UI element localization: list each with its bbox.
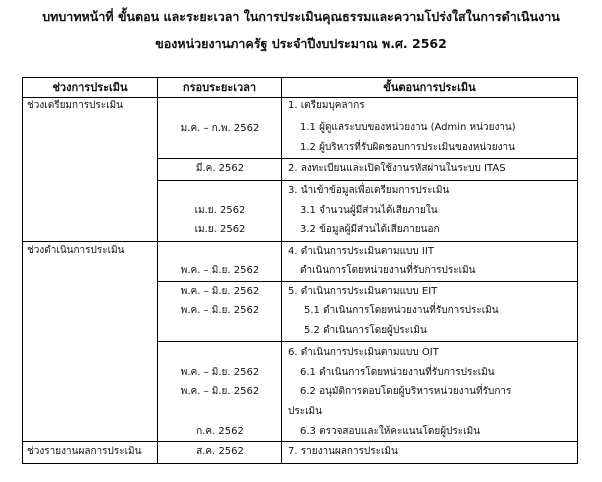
timeframe-cell: เม.ย. 2562 xyxy=(194,224,246,235)
step-1-2: 1.2 ผู้บริหารที่รับผิดชอบการประเมินของหน่วยงาน xyxy=(300,142,515,153)
step-2: 2. ลงทะเบียนและเปิดใช้งานรหัสผ่านในระบบ ITAS xyxy=(288,163,506,174)
table-border-top xyxy=(22,77,578,78)
header-timeframe: กรอบระยะเวลา xyxy=(182,81,257,94)
step-3-1: 3.1 จำนวนผู้มีส่วนได้เสียภายใน xyxy=(300,205,438,216)
row-divider xyxy=(157,281,578,282)
table-border-right xyxy=(577,77,578,464)
document-title-line2: ของหน่วยงานภาครัฐ ประจำปีงบประมาณ พ.ศ. 2562 xyxy=(155,36,447,51)
timeframe-cell: พ.ค. – มิ.ย. 2562 xyxy=(180,367,260,378)
timeframe-cell: ก.ค. 2562 xyxy=(196,426,244,437)
phase-preparation: ช่วงเตรียมการประเมิน xyxy=(27,100,123,111)
document-title-line1: บทบาทหน้าที่ ขั้นตอน และระยะเวลา ในการประเมินคุณธรรมและความโปร่งใสในการดำเนินงาน xyxy=(42,9,560,24)
row-divider xyxy=(157,180,578,181)
step-5-2: 5.2 ดำเนินการโดยผู้ประเมิน xyxy=(304,325,427,336)
step-6: 6. ดำเนินการประเมินตามแบบ OIT xyxy=(288,347,439,358)
table-border-left xyxy=(22,77,23,464)
timeframe-cell: พ.ค. – มิ.ย. 2562 xyxy=(180,286,260,297)
timeframe-cell: เม.ย. 2562 xyxy=(194,205,246,216)
step-4-1: ดำเนินการโดยหน่วยงานที่รับการประเมิน xyxy=(300,265,476,276)
row-divider xyxy=(157,341,578,342)
row-divider xyxy=(157,158,578,159)
header-divider xyxy=(22,97,578,98)
timeframe-cell: พ.ค. – มิ.ย. 2562 xyxy=(180,386,260,397)
step-6-2: 6.2 อนุมัติการตอบโดยผู้บริหารหน่วยงานที่รับการ xyxy=(300,386,512,397)
phase-execution: ช่วงดำเนินการประเมิน xyxy=(27,245,125,256)
step-7: 7. รายงานผลการประเมิน xyxy=(288,446,398,457)
timeframe-cell: มี.ค. 2562 xyxy=(195,163,245,174)
step-3-2: 3.2 ข้อมูลผู้มีส่วนได้เสียภายนอก xyxy=(300,224,440,235)
step-1-1: 1.1 ผู้ดูแลระบบของหน่วยงาน (Admin หน่วยงาน) xyxy=(300,122,516,133)
column-divider xyxy=(281,77,282,464)
step-6-2-continued: ประเมิน xyxy=(288,406,322,417)
column-divider xyxy=(157,77,158,464)
phase-reporting: ช่วงรายงานผลการประเมิน xyxy=(27,446,142,457)
step-6-3: 6.3 ตรวจสอบและให้คะแนนโดยผู้ประเมิน xyxy=(300,426,480,437)
timeframe-cell: พ.ค. – มิ.ย. 2562 xyxy=(180,265,260,276)
timeframe-cell: ม.ค. – ก.พ. 2562 xyxy=(180,123,260,134)
step-4: 4. ดำเนินการประเมินตามแบบ IIT xyxy=(288,246,434,257)
step-5-1: 5.1 ดำเนินการโดยหน่วยงานที่รับการประเมิน xyxy=(304,305,499,316)
step-6-1: 6.1 ดำเนินการโดยหน่วยงานที่รับการประเมิน xyxy=(300,367,495,378)
timeframe-cell: ส.ค. 2562 xyxy=(196,446,244,457)
step-3: 3. นำเข้าข้อมูลเพื่อเตรียมการประเมิน xyxy=(288,185,450,196)
row-divider xyxy=(22,241,578,242)
step-5: 5. ดำเนินการประเมินตามแบบ EIT xyxy=(288,286,438,297)
table-border-bottom xyxy=(22,463,578,464)
header-phase: ช่วงการประเมิน xyxy=(52,81,128,94)
step-1: 1. เตรียมบุคลากร xyxy=(288,100,365,111)
timeframe-cell: พ.ค. – มิ.ย. 2562 xyxy=(180,305,260,316)
header-steps: ขั้นตอนการประเมิน xyxy=(383,81,476,94)
row-divider xyxy=(22,441,578,442)
